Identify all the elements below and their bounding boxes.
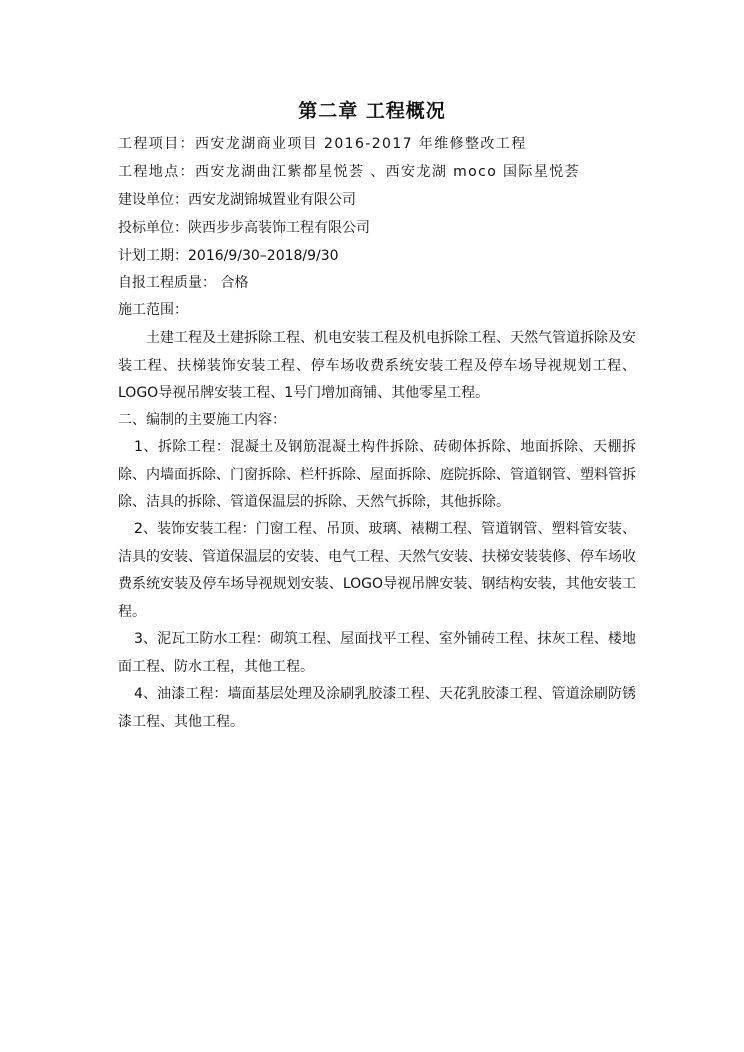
scope-label: 施工范围： [118,302,188,318]
scope-paragraph: 土建工程及土建拆除工程、机电安装工程及机电拆除工程、天然气管道拆除及安装工程、扶梯装饰安装工程、停车场收费系统安装工程及停车场导视规划工程、LOGO导视吊牌安装工程、1号门增加商铺、其他零星工程。 [118,330,636,401]
item-masonry-waterproofing: 3、泥瓦工防水工程：砌筑工程、屋面找平工程、室外铺砖工程、抹灰工程、楼地面工程、防水工程，其他工程。 [118,631,636,675]
builder-unit-line: 建设单位：西安龙湖锦城置业有限公司 [118,192,356,208]
chapter-title: 第二章 工程概况 [298,100,446,122]
item-demolition: 1、拆除工程：混凝土及钢筋混凝土构件拆除、砖砌体拆除、地面拆除、天棚拆除、内墙面拆除、门窗拆除、栏杆拆除、屋面拆除、庭院拆除、管道钢管、塑料管拆除、洁具的拆除、管道保温层的拆除、天然气拆除，其他拆除。 [118,439,636,510]
section-two-heading: 二、编制的主要施工内容： [118,412,286,428]
bidder-unit-line: 投标单位：陕西步步高装饰工程有限公司 [118,220,370,236]
item-decoration-installation: 2、装饰安装工程：门窗工程、吊顶、玻璃、裱糊工程、管道钢管、塑料管安装、洁具的安装、管道保温层的安装、电气工程、天然气安装、扶梯安装装修、停车场收费系统安装及停车场导视规划安装、LOGO导视吊牌安装、钢结构安装，其他安装工程。 [118,521,636,620]
project-name-line: 工程项目：西安龙湖商业项目 2016-2017 年维修整改工程 [118,136,527,152]
schedule-line: 计划工期：2016/9/30–2018/9/30 [118,248,339,264]
quality-line: 自报工程质量： 合格 [118,275,249,291]
project-location-line: 工程地点：西安龙湖曲江紫都星悦荟 、西安龙湖 moco 国际星悦荟 [118,164,581,180]
item-painting: 4、油漆工程：墙面基层处理及涂刷乳胶漆工程、天花乳胶漆工程、管道涂刷防锈漆工程、其他工程。 [118,686,636,730]
